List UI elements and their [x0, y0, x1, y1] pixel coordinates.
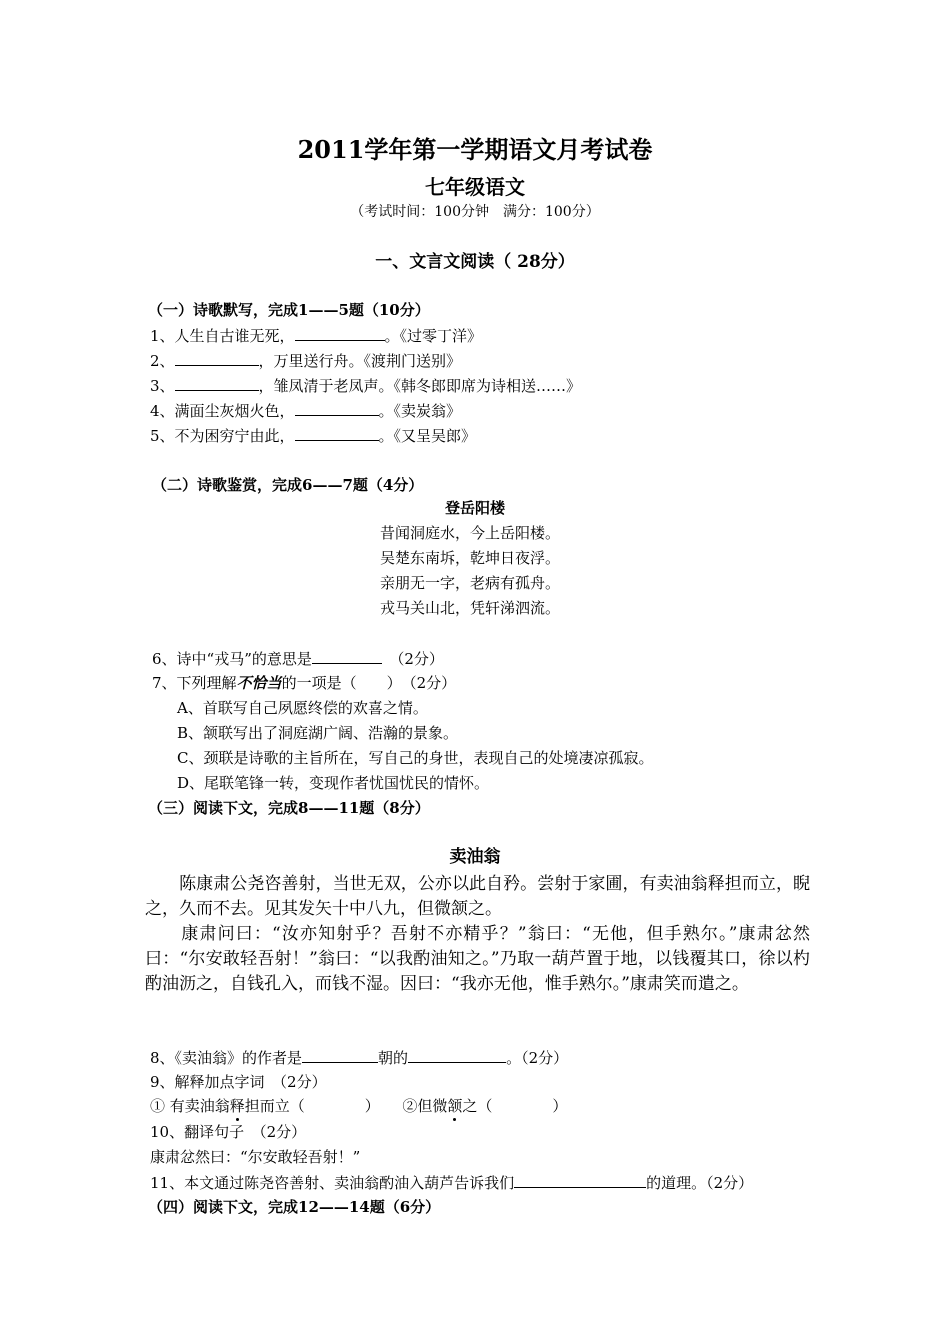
question-3 [150, 375, 581, 396]
question-2-source: ，万里送行舟。《渡荆门送别》 [258, 352, 462, 370]
option-a: A、首联写自己夙愿终偿的欢喜之情。 [177, 699, 428, 717]
question-6 [152, 648, 444, 669]
question-7-score: 的一项是（ ） （2分） [281, 674, 457, 692]
option-b: B、颔联写出了洞庭湖广阔、浩瀚的景象。 [177, 724, 459, 742]
poem-line: 昔闻洞庭水，今上岳阳楼。 [380, 524, 561, 542]
answer-blank [408, 1047, 506, 1063]
poem-line: 戎马关山北，凭轩涕泗流。 [380, 599, 561, 617]
question-1-source: 。《过零丁洋》 [384, 327, 483, 345]
dotted-character: 释 [229, 1097, 245, 1115]
question-7 [152, 673, 456, 693]
question-10-sentence: 康肃忿然曰：“尔安敢轻吾射！” [150, 1148, 361, 1166]
question-1 [150, 325, 482, 346]
answer-blank [302, 1047, 378, 1063]
part4-heading: （四）阅读下文，完成12——14题（6分） [148, 1198, 441, 1216]
dotted-character: 颔 [447, 1097, 463, 1115]
question-3-text: 3、 [150, 377, 175, 395]
question-9: 9、解释加点字词 （2分） [150, 1073, 327, 1091]
question-11-text: 11、本文通过陈尧咨善射、卖油翁酌油入葫芦告诉我们 [150, 1174, 515, 1192]
answer-blank [295, 425, 379, 441]
question-6-text: 6、诗中“戎马”的意思是 [152, 650, 312, 668]
part1-heading: （一）诗歌默写，完成1——5题（10分） [148, 301, 430, 319]
question-5 [150, 425, 476, 446]
part3-heading: （三）阅读下文，完成8——11题（8分） [148, 799, 430, 817]
question-10: 10、翻译句子 （2分） [150, 1123, 307, 1141]
question-2 [150, 350, 461, 371]
answer-blank [295, 400, 379, 416]
answer-blank [175, 375, 259, 391]
option-c: C、颈联是诗歌的主旨所在，写自己的身世，表现自己的处境凄凉孤寂。 [177, 749, 654, 767]
answer-blank [514, 1172, 646, 1188]
passage-paragraph-2: 康肃问曰：“汝亦知射乎？吾射不亦精乎？”翁曰：“无他，但手熟尔。”康肃忿然曰：“尔安敢轻吾射！”翁曰：“以我酌油知之。”乃取一葫芦置于地，以钱覆其口，徐以杓酌油沥之，自钱孔入，而钱不湿。因曰：“我亦无他，惟手熟尔。”康肃笑而遣之。 [145, 924, 810, 994]
question-4-source: 。《卖炭翁》 [378, 402, 462, 420]
option-d: D、尾联笔锋一转，变现作者忧国忧民的情怀。 [177, 774, 490, 792]
question-2-text: 2、 [150, 352, 175, 370]
question-9-items [150, 1096, 567, 1116]
exam-time-info: （考试时间：100分钟 满分：100分） [350, 204, 600, 220]
answer-blank [295, 325, 385, 341]
passage-paragraph-1: 陈康肃公尧咨善射，当世无双，公亦以此自矜。尝射于家圃，有卖油翁释担而立，睨之，久而不去。见其发矢十中八九，但微颔之。 [145, 874, 810, 919]
question-4 [150, 400, 461, 421]
question-8-score: 。（2分） [506, 1049, 569, 1067]
question-5-text: 5、不为困穷宁由此， [150, 427, 295, 445]
answer-blank [175, 350, 259, 366]
question-9a-blank: 担而立（ ） [244, 1097, 373, 1115]
answer-blank [312, 648, 382, 664]
question-8-text: 8、《卖油翁》的作者是 [150, 1049, 303, 1067]
exam-title: 2011学年第一学期语文月考试卷 [297, 135, 653, 164]
question-1-text: 1、人生自古谁无死， [150, 327, 295, 345]
question-7-emphasis: 不恰当 [236, 674, 282, 692]
question-9a-text: ① 有卖油翁 [150, 1097, 230, 1115]
question-9b-text: ②但微 [402, 1097, 448, 1115]
part2-heading: （二）诗歌鉴赏，完成6——7题（4分） [152, 476, 424, 494]
question-5-source: 。《又呈吴郎》 [378, 427, 477, 445]
question-9b-blank: 之（ ） [462, 1097, 568, 1115]
exam-subtitle: 七年级语文 [425, 175, 525, 199]
poem-title: 登岳阳楼 [444, 499, 505, 517]
question-4-text: 4、满面尘灰烟火色， [150, 402, 295, 420]
question-8-text-mid: 朝的 [378, 1049, 409, 1067]
question-7-text: 7、下列理解 [152, 674, 237, 692]
question-3-source: ，雏凤清于老凤声。《韩冬郎即席为诗相送……》 [258, 377, 582, 395]
passage-title: 卖油翁 [449, 847, 501, 867]
question-11-score: 的道理。（2分） [646, 1174, 754, 1192]
question-6-score: （2分） [381, 650, 444, 668]
section-heading: 一、文言文阅读（ 28分） [375, 252, 575, 272]
question-11 [150, 1172, 753, 1193]
poem-line: 吴楚东南坼，乾坤日夜浮。 [380, 549, 561, 567]
poem-line: 亲朋无一字，老病有孤舟。 [380, 574, 561, 592]
question-8 [150, 1047, 568, 1068]
